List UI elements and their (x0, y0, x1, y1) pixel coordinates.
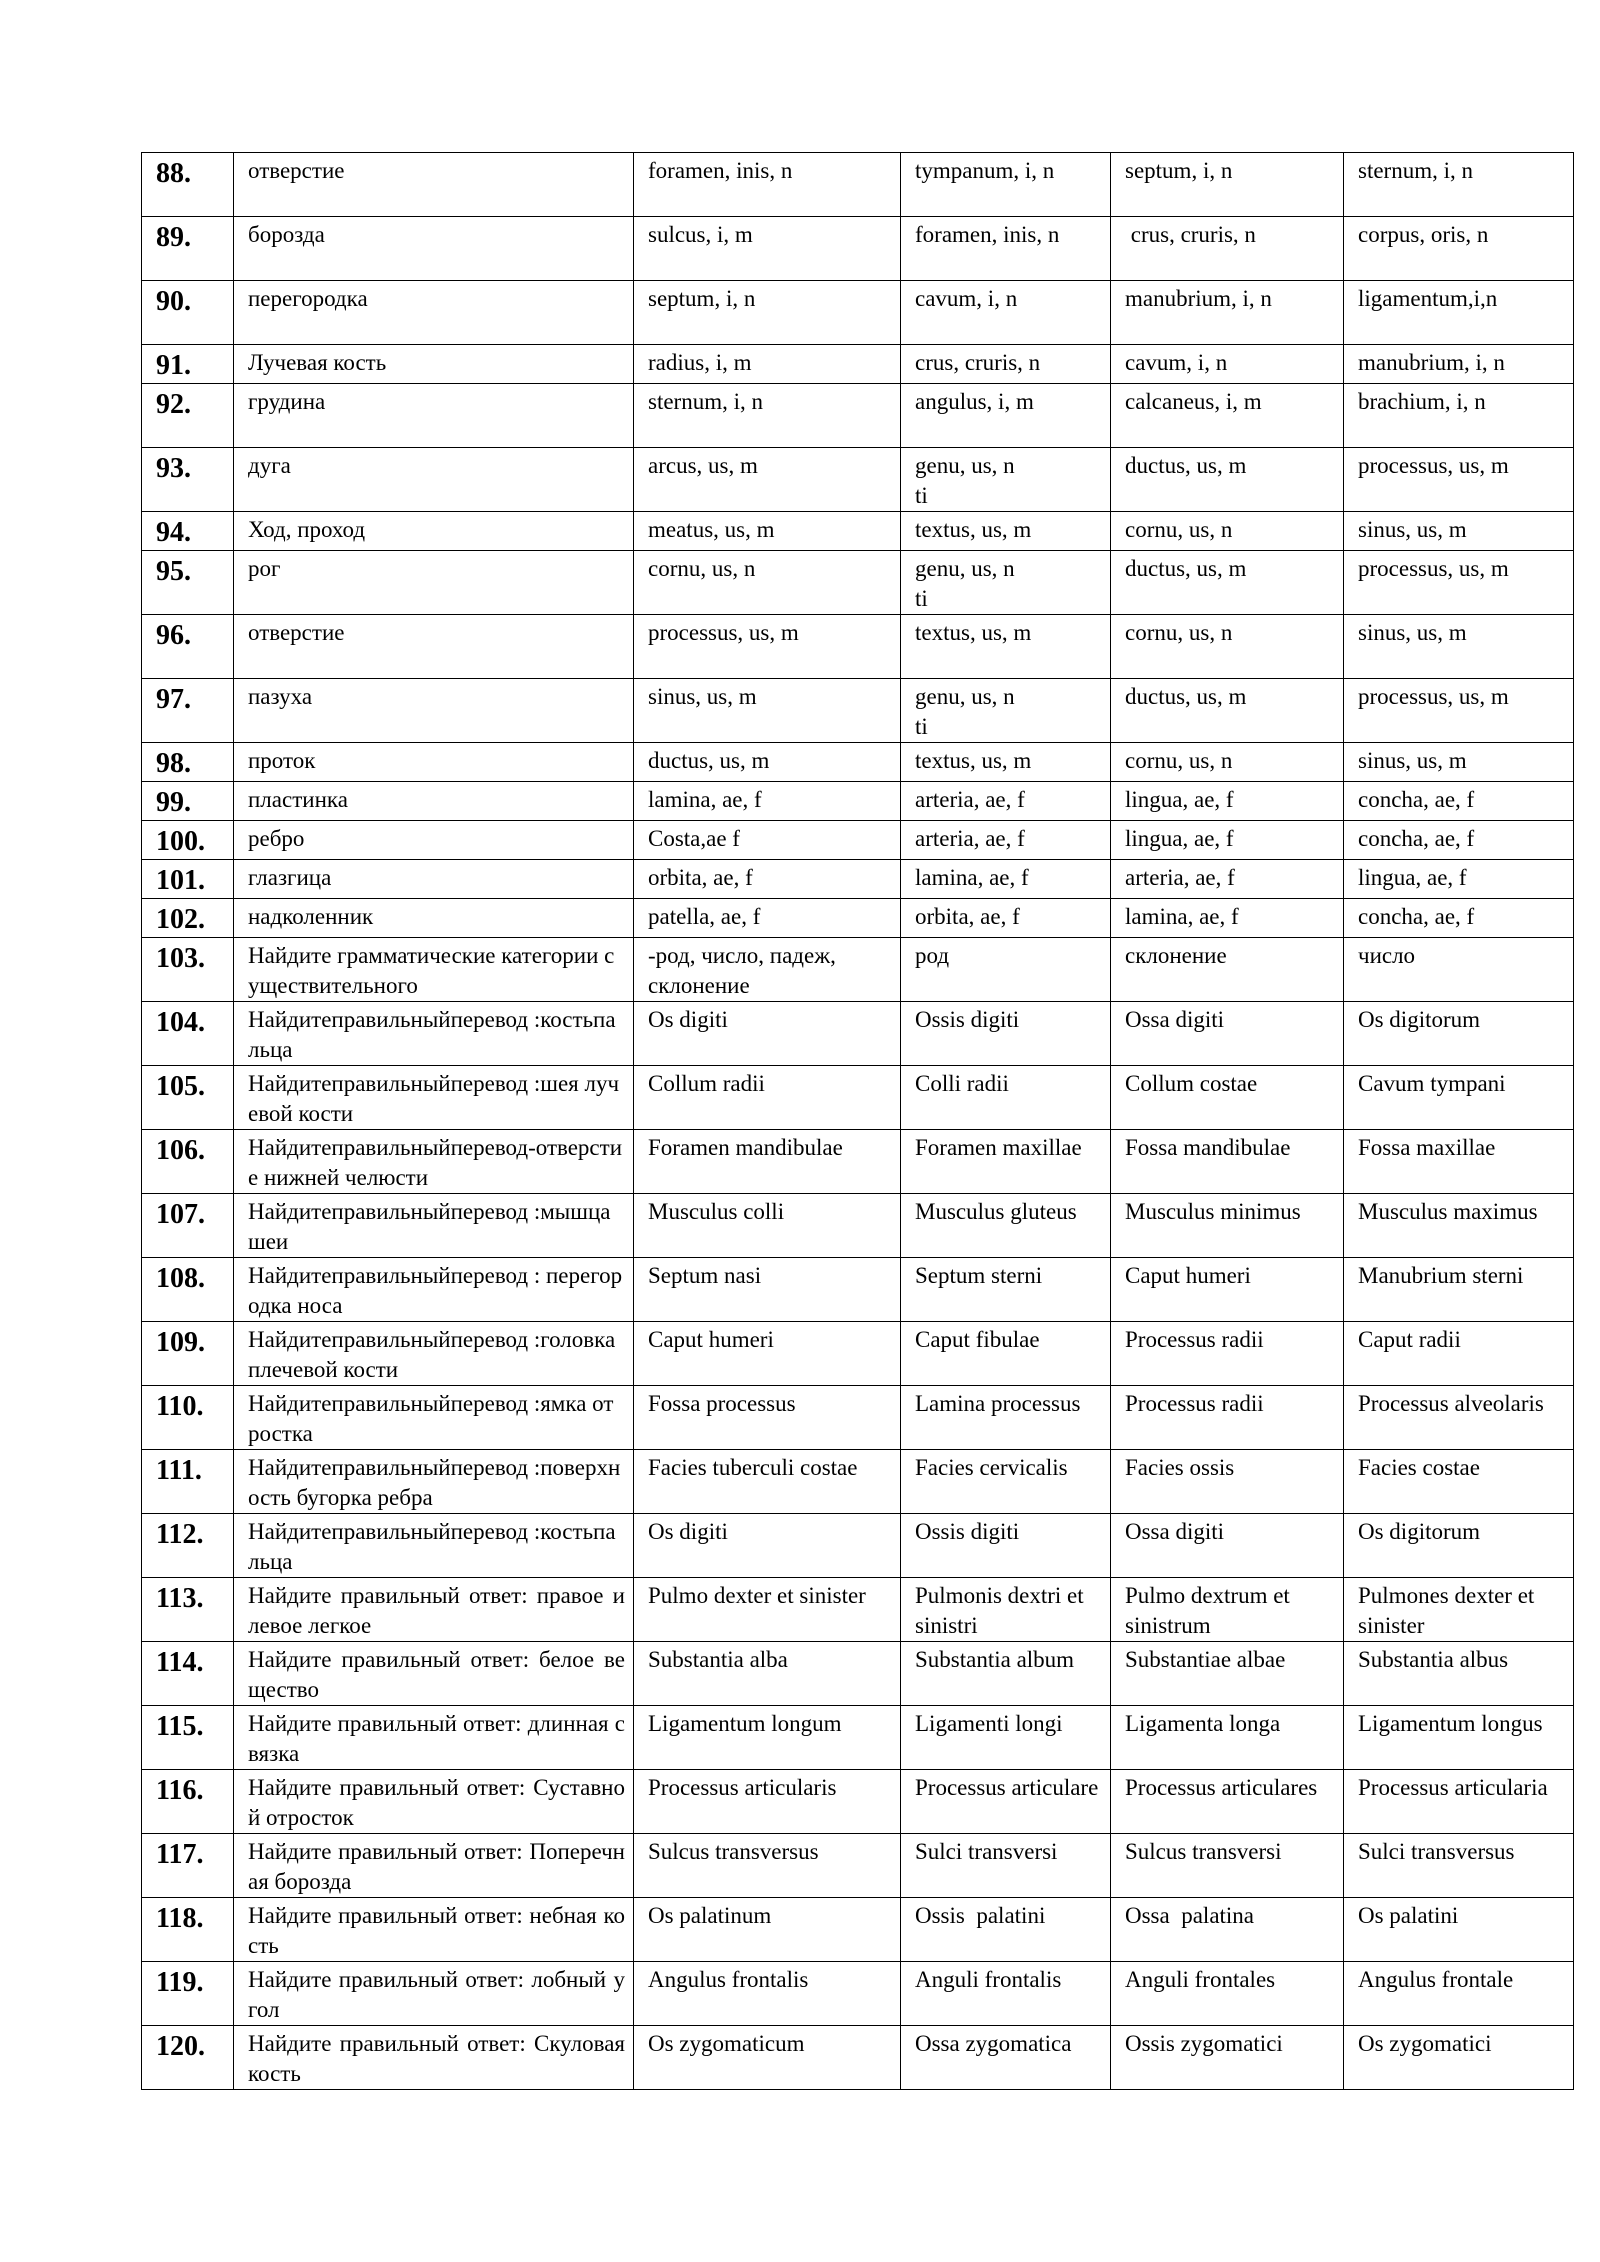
answer-option-1: foramen, inis, n (634, 153, 901, 217)
question-text: Найдитеправильныйперевод :головка плечевой кости (234, 1322, 634, 1386)
question-text: Найдитеправильныйперевод :мышца шеи (234, 1194, 634, 1258)
answer-option-3: lingua, ae, f (1111, 821, 1344, 860)
answer-option-1: radius, i, m (634, 345, 901, 384)
answer-option-4: Os digitorum (1344, 1514, 1574, 1578)
answer-option-1: sternum, i, n (634, 384, 901, 448)
question-text: Найдите правильный ответ: лобный угол (234, 1962, 634, 2026)
table-row (142, 281, 1574, 345)
table-row (142, 153, 1574, 217)
answer-option-3: cavum, i, n (1111, 345, 1344, 384)
question-text: Найдите правильный ответ: Суставной отросток (234, 1770, 634, 1834)
question-text: отверстие (234, 153, 634, 217)
question-text: Лучевая кость (234, 345, 634, 384)
question-text: Ход, проход (234, 512, 634, 551)
answer-option-2: Musculus gluteus (901, 1194, 1111, 1258)
question-number: 120. (142, 2026, 234, 2090)
table-row (142, 1642, 1574, 1706)
answer-option-4: ligamentum,i,n (1344, 281, 1574, 345)
table-row (142, 345, 1574, 384)
answer-option-1: Angulus frontalis (634, 1962, 901, 2026)
answer-option-3: ductus, us, m (1111, 679, 1344, 743)
question-number: 116. (142, 1770, 234, 1834)
table-row (142, 615, 1574, 679)
question-text: Найдите грамматические категории существительного (234, 938, 634, 1002)
question-number: 96. (142, 615, 234, 679)
answer-option-4: Cavum tympani (1344, 1066, 1574, 1130)
answer-option-1: arcus, us, m (634, 448, 901, 512)
question-text: Найдите правильный ответ: длинная связка (234, 1706, 634, 1770)
table-row (142, 743, 1574, 782)
answer-option-3: arteria, ae, f (1111, 860, 1344, 899)
answer-option-1: Processus articularis (634, 1770, 901, 1834)
question-text: Найдитеправильныйперевод :поверхность бугорка ребра (234, 1450, 634, 1514)
answer-option-2: Ossa zygomatica (901, 2026, 1111, 2090)
question-text: ребро (234, 821, 634, 860)
answer-option-4: manubrium, i, n (1344, 345, 1574, 384)
answer-option-2: cavum, i, n (901, 281, 1111, 345)
answer-option-2: Septum sterni (901, 1258, 1111, 1322)
answer-option-2: textus, us, m (901, 512, 1111, 551)
question-number: 107. (142, 1194, 234, 1258)
answer-option-4: processus, us, m (1344, 551, 1574, 615)
answer-option-4: число (1344, 938, 1574, 1002)
answer-option-2: orbita, ae, f (901, 899, 1111, 938)
answer-option-3: crus, cruris, n (1111, 217, 1344, 281)
table-row (142, 448, 1574, 512)
answer-option-2: Sulci transversi (901, 1834, 1111, 1898)
answer-option-4: Facies costae (1344, 1450, 1574, 1514)
answer-option-1: processus, us, m (634, 615, 901, 679)
answer-option-2: textus, us, m (901, 743, 1111, 782)
question-text: Найдитеправильныйперевод : перегородка носа (234, 1258, 634, 1322)
answer-option-2: Colli radii (901, 1066, 1111, 1130)
answer-option-3: cornu, us, n (1111, 512, 1344, 551)
table-row (142, 1898, 1574, 1962)
question-number: 110. (142, 1386, 234, 1450)
answer-option-2: tympanum, i, n (901, 153, 1111, 217)
table-row (142, 217, 1574, 281)
answer-option-3: septum, i, n (1111, 153, 1344, 217)
question-number: 100. (142, 821, 234, 860)
answer-option-2: crus, cruris, n (901, 345, 1111, 384)
answer-option-2: angulus, i, m (901, 384, 1111, 448)
answer-option-2: textus, us, m (901, 615, 1111, 679)
question-number: 106. (142, 1130, 234, 1194)
answer-option-4: Os palatini (1344, 1898, 1574, 1962)
answer-option-2: Foramen maxillae (901, 1130, 1111, 1194)
answer-option-3: lamina, ae, f (1111, 899, 1344, 938)
question-text: проток (234, 743, 634, 782)
answer-option-1: Os zygomaticum (634, 2026, 901, 2090)
answer-option-1: lamina, ae, f (634, 782, 901, 821)
answer-option-1: meatus, us, m (634, 512, 901, 551)
question-number: 111. (142, 1450, 234, 1514)
table-row (142, 899, 1574, 938)
answer-option-3: Ligamenta longa (1111, 1706, 1344, 1770)
answer-option-3: Musculus minimus (1111, 1194, 1344, 1258)
answer-option-2: genu, us, n ti (901, 551, 1111, 615)
answer-option-3: Ossa digiti (1111, 1514, 1344, 1578)
table-row (142, 1386, 1574, 1450)
question-text: Найдите правильный ответ: Скуловая кость (234, 2026, 634, 2090)
answer-option-1: Musculus colli (634, 1194, 901, 1258)
answer-option-3: cornu, us, n (1111, 743, 1344, 782)
table-row (142, 938, 1574, 1002)
answer-option-1: Facies tuberculi costae (634, 1450, 901, 1514)
answer-option-2: foramen, inis, n (901, 217, 1111, 281)
question-text: отверстие (234, 615, 634, 679)
answer-option-1: Pulmo dexter et sinister (634, 1578, 901, 1642)
answer-option-3: Collum costae (1111, 1066, 1344, 1130)
answer-option-4: Musculus maximus (1344, 1194, 1574, 1258)
answer-option-3: склонение (1111, 938, 1344, 1002)
answer-option-1: orbita, ae, f (634, 860, 901, 899)
answer-option-1: Costa,ae f (634, 821, 901, 860)
answer-option-4: Processus alveolaris (1344, 1386, 1574, 1450)
question-number: 101. (142, 860, 234, 899)
answer-option-2: arteria, ae, f (901, 821, 1111, 860)
answer-option-1: sulcus, i, m (634, 217, 901, 281)
answer-option-3: Caput humeri (1111, 1258, 1344, 1322)
answer-option-2: Caput fibulae (901, 1322, 1111, 1386)
question-text: грудина (234, 384, 634, 448)
answer-option-2: Facies cervicalis (901, 1450, 1111, 1514)
question-text: Найдитеправильныйперевод :ямка отростка (234, 1386, 634, 1450)
table-row (142, 384, 1574, 448)
table-row (142, 551, 1574, 615)
answer-option-2: Anguli frontalis (901, 1962, 1111, 2026)
question-text: дуга (234, 448, 634, 512)
answer-option-2: Ligamenti longi (901, 1706, 1111, 1770)
table-row (142, 1962, 1574, 2026)
table-row (142, 1258, 1574, 1322)
question-text: борозда (234, 217, 634, 281)
answer-option-1: Substantia alba (634, 1642, 901, 1706)
question-text: Найдитеправильныйперевод :костьпальца (234, 1514, 634, 1578)
answer-option-4: Caput radii (1344, 1322, 1574, 1386)
answer-option-2: Substantia album (901, 1642, 1111, 1706)
question-number: 115. (142, 1706, 234, 1770)
question-number: 119. (142, 1962, 234, 2026)
question-number: 117. (142, 1834, 234, 1898)
table-row (142, 1194, 1574, 1258)
answer-option-1: Fossa processus (634, 1386, 901, 1450)
answer-option-3: cornu, us, n (1111, 615, 1344, 679)
answer-option-2: genu, us, n ti (901, 679, 1111, 743)
question-text: надколенник (234, 899, 634, 938)
table-row (142, 821, 1574, 860)
answer-option-4: Processus articularia (1344, 1770, 1574, 1834)
question-text: Найдите правильный ответ: небная кость (234, 1898, 634, 1962)
answer-option-4: sinus, us, m (1344, 512, 1574, 551)
question-number: 108. (142, 1258, 234, 1322)
question-number: 112. (142, 1514, 234, 1578)
answer-option-2: genu, us, n ti (901, 448, 1111, 512)
table-row (142, 1322, 1574, 1386)
answer-option-1: patella, ae, f (634, 899, 901, 938)
answer-option-4: Fossa maxillae (1344, 1130, 1574, 1194)
question-number: 103. (142, 938, 234, 1002)
table-row (142, 1130, 1574, 1194)
question-text: Найдите правильный ответ: правое и левое легкое (234, 1578, 634, 1642)
table-row (142, 1450, 1574, 1514)
answer-option-4: processus, us, m (1344, 679, 1574, 743)
answer-option-4: sinus, us, m (1344, 615, 1574, 679)
question-number: 93. (142, 448, 234, 512)
answer-option-2: род (901, 938, 1111, 1002)
table-row (142, 2026, 1574, 2090)
question-text: пластинка (234, 782, 634, 821)
answer-option-3: Processus radii (1111, 1322, 1344, 1386)
question-number: 95. (142, 551, 234, 615)
answer-option-2: Ossis palatini (901, 1898, 1111, 1962)
quiz-table (141, 152, 1574, 2090)
answer-option-1: septum, i, n (634, 281, 901, 345)
table-row (142, 782, 1574, 821)
answer-option-1: Os digiti (634, 1514, 901, 1578)
question-text: Найдите правильный ответ: Поперечная борозда (234, 1834, 634, 1898)
answer-option-3: ductus, us, m (1111, 448, 1344, 512)
answer-option-3: ductus, us, m (1111, 551, 1344, 615)
answer-option-2: Ossis digiti (901, 1514, 1111, 1578)
answer-option-3: Fossa mandibulae (1111, 1130, 1344, 1194)
answer-option-4: Os zygomatici (1344, 2026, 1574, 2090)
question-number: 104. (142, 1002, 234, 1066)
table-row (142, 1002, 1574, 1066)
answer-option-1: ductus, us, m (634, 743, 901, 782)
table-row (142, 1706, 1574, 1770)
question-text: Найдитеправильныйперевод :костьпальца (234, 1002, 634, 1066)
question-text: Найдитеправильныйперевод-отверстие нижней челюсти (234, 1130, 634, 1194)
answer-option-1: Foramen mandibulae (634, 1130, 901, 1194)
answer-option-4: concha, ae, f (1344, 782, 1574, 821)
question-number: 118. (142, 1898, 234, 1962)
answer-option-3: Ossa palatina (1111, 1898, 1344, 1962)
answer-option-4: brachium, i, n (1344, 384, 1574, 448)
answer-option-4: processus, us, m (1344, 448, 1574, 512)
answer-option-3: Processus radii (1111, 1386, 1344, 1450)
question-number: 113. (142, 1578, 234, 1642)
question-text: Найдитеправильныйперевод :шея лучевой кости (234, 1066, 634, 1130)
answer-option-4: Substantia albus (1344, 1642, 1574, 1706)
answer-option-3: Ossis zygomatici (1111, 2026, 1344, 2090)
table-row (142, 1066, 1574, 1130)
answer-option-3: calcaneus, i, m (1111, 384, 1344, 448)
answer-option-4: Os digitorum (1344, 1002, 1574, 1066)
answer-option-2: Lamina processus (901, 1386, 1111, 1450)
answer-option-3: lingua, ae, f (1111, 782, 1344, 821)
answer-option-1: Ligamentum longum (634, 1706, 901, 1770)
question-number: 98. (142, 743, 234, 782)
answer-option-3: Processus articulares (1111, 1770, 1344, 1834)
question-number: 97. (142, 679, 234, 743)
table-row (142, 1514, 1574, 1578)
answer-option-4: Sulci transversus (1344, 1834, 1574, 1898)
answer-option-1: Sulcus transversus (634, 1834, 901, 1898)
question-text: пазуха (234, 679, 634, 743)
answer-option-1: -род, число, падеж, склонение (634, 938, 901, 1002)
question-number: 114. (142, 1642, 234, 1706)
answer-option-4: Pulmones dexter et sinister (1344, 1578, 1574, 1642)
answer-option-3: Facies ossis (1111, 1450, 1344, 1514)
answer-option-2: Ossis digiti (901, 1002, 1111, 1066)
answer-option-4: Angulus frontale (1344, 1962, 1574, 2026)
question-text: глазгица (234, 860, 634, 899)
answer-option-3: Anguli frontales (1111, 1962, 1344, 2026)
answer-option-4: concha, ae, f (1344, 821, 1574, 860)
question-text: Найдите правильный ответ: белое вещество (234, 1642, 634, 1706)
answer-option-3: manubrium, i, n (1111, 281, 1344, 345)
question-number: 92. (142, 384, 234, 448)
answer-option-1: cornu, us, n (634, 551, 901, 615)
answer-option-1: Caput humeri (634, 1322, 901, 1386)
table-row (142, 679, 1574, 743)
answer-option-4: sternum, i, n (1344, 153, 1574, 217)
answer-option-1: sinus, us, m (634, 679, 901, 743)
answer-option-4: sinus, us, m (1344, 743, 1574, 782)
question-text: перегородка (234, 281, 634, 345)
answer-option-4: Manubrium sterni (1344, 1258, 1574, 1322)
question-number: 109. (142, 1322, 234, 1386)
answer-option-3: Ossa digiti (1111, 1002, 1344, 1066)
question-number: 99. (142, 782, 234, 821)
answer-option-2: Processus articulare (901, 1770, 1111, 1834)
question-number: 102. (142, 899, 234, 938)
answer-option-4: concha, ae, f (1344, 899, 1574, 938)
answer-option-1: Collum radii (634, 1066, 901, 1130)
answer-option-1: Os digiti (634, 1002, 901, 1066)
answer-option-3: Sulcus transversi (1111, 1834, 1344, 1898)
table-row (142, 860, 1574, 899)
answer-option-4: Ligamentum longus (1344, 1706, 1574, 1770)
answer-option-3: Pulmo dextrum et sinistrum (1111, 1578, 1344, 1642)
question-number: 94. (142, 512, 234, 551)
question-text: рог (234, 551, 634, 615)
question-number: 89. (142, 217, 234, 281)
table-row (142, 1578, 1574, 1642)
question-number: 88. (142, 153, 234, 217)
answer-option-4: corpus, oris, n (1344, 217, 1574, 281)
answer-option-2: Pulmonis dextri et sinistri (901, 1578, 1111, 1642)
answer-option-4: lingua, ae, f (1344, 860, 1574, 899)
table-row (142, 1770, 1574, 1834)
question-number: 91. (142, 345, 234, 384)
table-row (142, 512, 1574, 551)
quiz-table-body (142, 153, 1574, 2090)
answer-option-1: Septum nasi (634, 1258, 901, 1322)
question-number: 90. (142, 281, 234, 345)
answer-option-3: Substantiae albae (1111, 1642, 1344, 1706)
answer-option-1: Os palatinum (634, 1898, 901, 1962)
question-number: 105. (142, 1066, 234, 1130)
answer-option-2: arteria, ae, f (901, 782, 1111, 821)
quiz-table-container (141, 152, 1574, 2090)
table-row (142, 1834, 1574, 1898)
answer-option-2: lamina, ae, f (901, 860, 1111, 899)
